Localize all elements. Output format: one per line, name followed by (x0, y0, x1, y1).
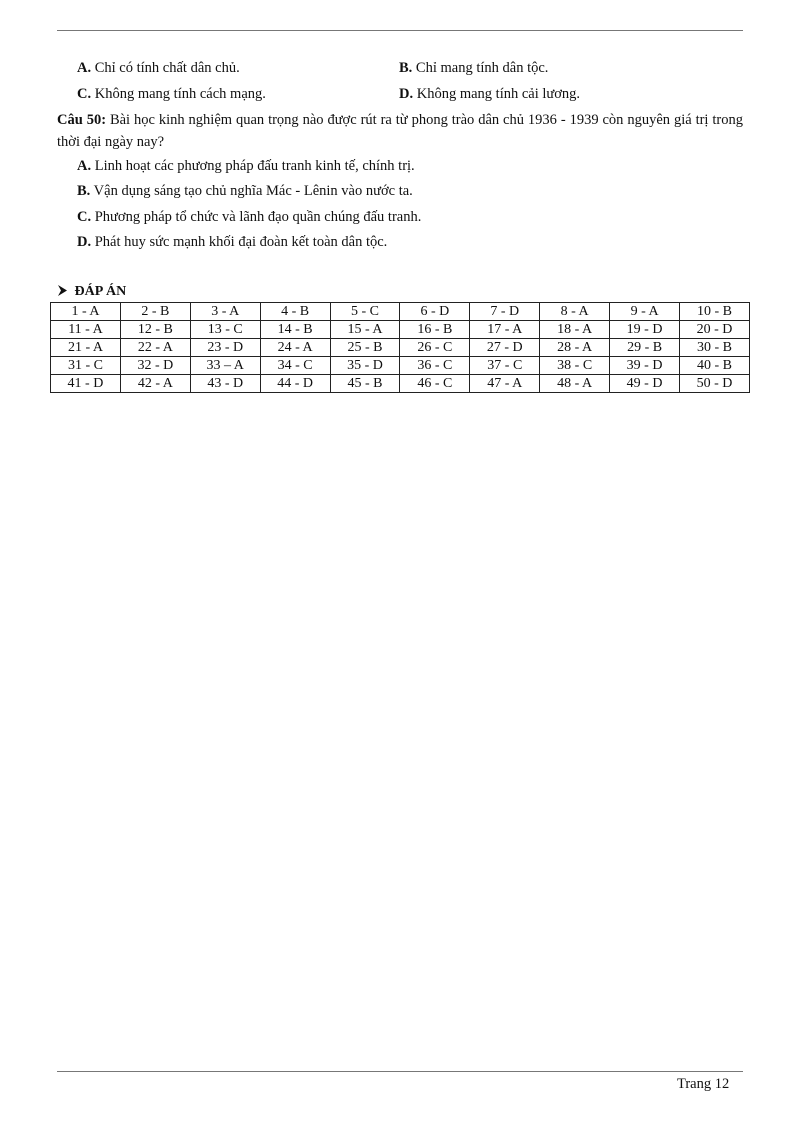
option-text: Phương pháp tổ chức và lãnh đạo quần chúng đấu tranh. (94, 209, 422, 225)
table-row (51, 339, 750, 357)
page-number: Trang 12 (677, 1076, 730, 1092)
answer-cell: 41 - D (51, 375, 121, 393)
option-c (77, 208, 421, 226)
answer-cell: 5 - C (330, 303, 400, 321)
answer-cell: 20 - D (680, 321, 750, 339)
question-label: Câu 50: (57, 112, 107, 128)
answer-cell: 10 - B (680, 303, 750, 321)
answer-cell: 22 - A (120, 339, 190, 357)
answer-cell: 1 - A (51, 303, 121, 321)
answer-cell: 50 - D (680, 375, 750, 393)
answer-cell: 43 - D (190, 375, 260, 393)
arrow-right-icon (57, 284, 72, 299)
option-a-prev (77, 59, 240, 77)
option-letter: D. (399, 86, 414, 102)
answer-cell: 27 - D (470, 339, 540, 357)
answer-cell: 44 - D (260, 375, 330, 393)
answer-cell: 18 - A (540, 321, 610, 339)
question-text: Bài học kinh nghiệm quan trọng nào được rút ra từ phong trào dân chủ 1936 - 1939 còn nguyên giá trị trong thời đại ngày nay? (57, 112, 743, 150)
option-letter: B. (399, 60, 413, 76)
answer-cell: 38 - C (540, 357, 610, 375)
option-text: Phát huy sức mạnh khối đại đoàn kết toàn dân tộc. (94, 234, 388, 250)
answer-cell: 34 - C (260, 357, 330, 375)
question-50 (57, 109, 743, 153)
answer-cell: 15 - A (330, 321, 400, 339)
answer-cell: 6 - D (400, 303, 470, 321)
answer-cell: 19 - D (610, 321, 680, 339)
answer-cell: 23 - D (190, 339, 260, 357)
option-d-prev (399, 85, 580, 103)
answer-cell: 16 - B (400, 321, 470, 339)
answer-cell: 24 - A (260, 339, 330, 357)
option-b (77, 182, 413, 200)
option-letter: A. (77, 60, 92, 76)
table-row (51, 303, 750, 321)
table-row (51, 357, 750, 375)
answer-cell: 3 - A (190, 303, 260, 321)
answer-cell: 29 - B (610, 339, 680, 357)
answer-table (50, 302, 750, 393)
option-letter: A. (77, 158, 92, 174)
footer-rule (57, 1071, 743, 1072)
answer-cell: 30 - B (680, 339, 750, 357)
answer-cell: 26 - C (400, 339, 470, 357)
option-text: Linh hoạt các phương pháp đấu tranh kinh tế, chính trị. (94, 158, 415, 174)
option-text: Không mang tính cách mạng. (94, 86, 266, 102)
answer-cell: 45 - B (330, 375, 400, 393)
answer-cell: 39 - D (610, 357, 680, 375)
answer-cell: 47 - A (470, 375, 540, 393)
option-text: Vận dụng sáng tạo chủ nghĩa Mác - Lênin vào nước ta. (93, 183, 413, 199)
option-a (77, 157, 415, 175)
option-d (77, 233, 387, 251)
option-text: Chỉ mang tính dân tộc. (415, 60, 549, 76)
answer-cell: 2 - B (120, 303, 190, 321)
option-letter: C. (77, 209, 92, 225)
answer-cell: 28 - A (540, 339, 610, 357)
answer-cell: 8 - A (540, 303, 610, 321)
option-c-prev (77, 85, 266, 103)
option-letter: C. (77, 86, 92, 102)
answer-cell: 40 - B (680, 357, 750, 375)
answer-cell: 21 - A (51, 339, 121, 357)
answer-heading (57, 283, 126, 301)
option-letter: B. (77, 183, 91, 199)
answer-cell: 9 - A (610, 303, 680, 321)
answer-cell: 31 - C (51, 357, 121, 375)
answer-cell: 36 - C (400, 357, 470, 375)
option-letter: D. (77, 234, 92, 250)
answer-cell: 49 - D (610, 375, 680, 393)
option-text: Không mang tính cải lương. (416, 86, 581, 102)
answer-cell: 35 - D (330, 357, 400, 375)
answer-cell: 25 - B (330, 339, 400, 357)
answer-cell: 7 - D (470, 303, 540, 321)
option-text: Chỉ có tính chất dân chủ. (94, 60, 240, 76)
answer-cell: 14 - B (260, 321, 330, 339)
answer-cell: 46 - C (400, 375, 470, 393)
answer-title: ĐÁP ÁN (74, 284, 127, 299)
answer-cell: 11 - A (51, 321, 121, 339)
table-row (51, 321, 750, 339)
option-b-prev (399, 59, 548, 77)
answer-cell: 12 - B (120, 321, 190, 339)
table-row (51, 375, 750, 393)
answer-cell: 48 - A (540, 375, 610, 393)
header-rule (57, 30, 743, 31)
answer-cell: 37 - C (470, 357, 540, 375)
answer-cell: 17 - A (470, 321, 540, 339)
answer-cell: 32 - D (120, 357, 190, 375)
answer-cell: 42 - A (120, 375, 190, 393)
answer-cell: 4 - B (260, 303, 330, 321)
answer-cell: 13 - C (190, 321, 260, 339)
answer-cell: 33 – A (190, 357, 260, 375)
